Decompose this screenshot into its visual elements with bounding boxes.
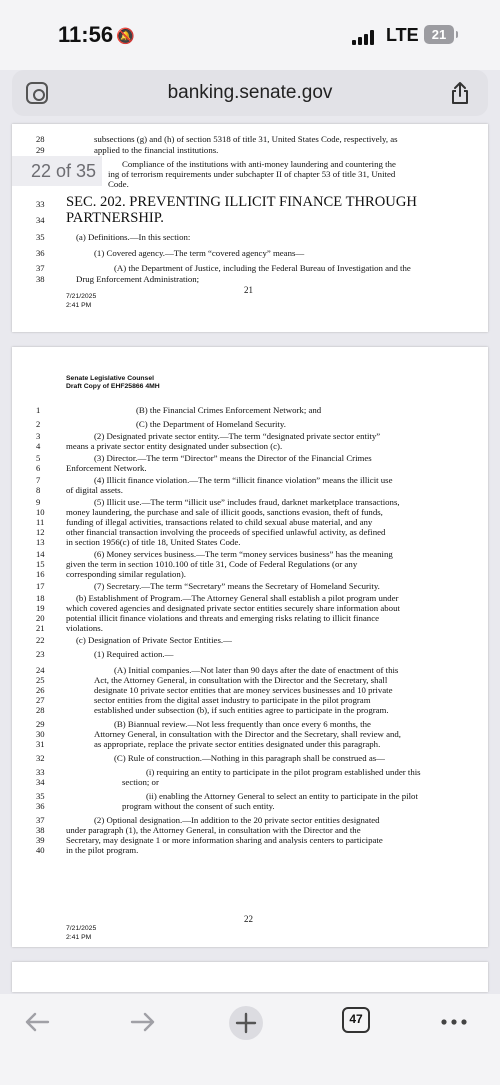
line-number: 36 [36,248,45,258]
line-text: violations. [66,623,103,633]
line-number: 35 [36,232,45,242]
line-number: 3 [36,431,41,441]
back-arrow-icon[interactable] [22,1006,52,1038]
line-number: 1 [36,405,41,415]
line-number: 34 [36,215,45,225]
line-text: (1) Required action.— [94,649,174,659]
line-text: Code. [108,179,129,189]
line-number: 29 [36,719,45,729]
line-text: (ii) enabling the Attorney General to select an entity to participate in the pilot [146,791,418,801]
line-text: of digital assets. [66,485,123,495]
line-number: 15 [36,559,45,569]
network-label: LTE [386,25,419,45]
line-number: 2 [36,419,41,429]
line-number: 33 [36,767,45,777]
line-text: (4) Illicit finance violation.—The term “illicit finance violation” means the illicit use [94,475,393,485]
line-text: other financial transaction involving the proceeds of specified unlawful activity, as defined [66,527,386,537]
line-text: designate 10 private sector entities that are money services businesses and 10 private [94,685,393,695]
line-text: (A) Initial companies.—Not later than 90 days after the date of enactment of this [114,665,399,675]
section-heading: PARTNERSHIP. [66,210,164,226]
line-text: means a private sector entity designated under subsection (c). [66,441,283,451]
forward-arrow-icon[interactable] [128,1006,158,1038]
line-text: applied to the financial institutions. [94,145,219,155]
line-text: (3) Director.—The term “Director” means the Director of the Financial Crimes [94,453,372,463]
plus-icon[interactable] [229,1006,263,1040]
line-text: (A) the Department of Justice, including the Federal Bureau of Investigation and the [114,263,411,273]
line-text: potential illicit finance violations and threats and emerging risks relating to illicit finance [66,613,380,623]
page-time: 2:41 PM [66,934,92,941]
line-text: (6) Money services business.—The term “money services business” has the meaning [94,549,393,559]
line-text: Attorney General, in consultation with the Director and the Secretary, shall review and, [94,729,401,739]
line-text: money laundering, the purchase and sale of illicit goods, sanctions evasion, theft of funds, [66,507,383,517]
share-icon[interactable] [450,81,470,105]
line-text: ing of terrorism requirements under subchapter II of chapter 53 of title 31, United [108,169,396,179]
line-text: Act, the Attorney General, in consultation with the Director and the Secretary, shall [94,675,388,685]
page-number: 21 [244,285,253,295]
line-text: Secretary, may designate 1 or more information sharing and analysis centers to participate [66,835,383,845]
line-number: 12 [36,527,45,537]
line-text: corresponding similar regulation). [66,569,186,579]
line-number: 19 [36,603,45,613]
battery-indicator: 21 [424,25,454,44]
pdf-page-23 [12,962,488,992]
line-text: which covered agencies and designated private sector entities securely share information about [66,603,400,613]
line-number: 32 [36,753,45,763]
line-number: 34 [36,777,45,787]
line-number: 13 [36,537,45,547]
line-text: (B) the Financial Crimes Enforcement Network; and [136,405,322,415]
tabs-button[interactable] [341,1006,371,1034]
line-number: 21 [36,623,45,633]
line-text: (c) Designation of Private Sector Entities.— [76,635,232,645]
line-text: (5) Illicit use.—The term “illicit use” includes fraud, darknet marketplace transactions, [94,497,400,507]
line-number: 37 [36,263,45,273]
line-number: 38 [36,274,45,284]
line-text: subsections (g) and (h) of section 5318 of title 31, United States Code, respectively, as [94,134,398,144]
line-number: 27 [36,695,45,705]
line-text: in section 1956(c) of title 18, United States Code. [66,537,241,547]
url-text[interactable]: banking.senate.gov [167,82,333,103]
line-text: section; or [122,777,159,787]
line-number: 14 [36,549,45,559]
line-number: 25 [36,675,45,685]
status-bar [0,0,500,70]
line-number: 29 [36,145,45,155]
page-date: 7/21/2025 [66,293,97,300]
line-number: 20 [36,613,45,623]
address-bar[interactable] [12,70,488,116]
line-number: 30 [36,729,45,739]
line-text: (2) Designated private sector entity.—The term “designated private sector entity” [94,431,381,441]
line-number: 11 [36,517,45,527]
line-number: 7 [36,475,41,485]
line-text: funding of illegal activities, transactions related to child sexual abuse material, and any [66,517,373,527]
line-text: (i) requiring an entity to participate in the pilot program established under this [146,767,421,777]
line-number: 16 [36,569,45,579]
line-text: under paragraph (1), the Attorney General, in consultation with the Director and the [66,825,361,835]
line-text: in the pilot program. [66,845,139,855]
line-text: (1) Covered agency.—The term “covered agency” means— [94,248,305,258]
line-number: 10 [36,507,45,517]
line-number: 40 [36,845,45,855]
page-time: 2:41 PM [66,302,92,309]
browser-toolbar [0,994,500,1085]
line-number: 33 [36,199,45,209]
line-number: 9 [36,497,41,507]
line-number: 35 [36,791,45,801]
page-date: 7/21/2025 [66,925,97,932]
line-text: Compliance of the institutions with anti-money laundering and countering the [122,159,396,169]
line-text: given the term in section 1010.100 of title 31, Code of Federal Regulations (or any [66,559,358,569]
line-number: 28 [36,705,45,715]
line-text: (b) Establishment of Program.—The Attorney General shall establish a pilot program under [76,593,399,603]
line-number: 6 [36,463,41,473]
line-text: sector entities from the digital asset industry to participate in the pilot program [94,695,371,705]
line-text: established under subsection (b), if such entities agree to participate in the program. [94,705,389,715]
more-icon[interactable] [438,1006,470,1038]
line-text: (7) Secretary.—The term “Secretary” means the Secretary of Homeland Security. [94,581,380,591]
line-number: 8 [36,485,41,495]
line-text: (2) Optional designation.—In addition to the 20 private sector entities designated [94,815,380,825]
line-number: 5 [36,453,41,463]
pdf-page-22 [12,347,488,947]
line-number: 22 [36,635,45,645]
page-number: 22 [244,914,253,924]
line-text: (a) Definitions.—In this section: [76,232,191,242]
line-number: 17 [36,581,45,591]
line-number: 38 [36,825,45,835]
silent-bell-icon: 🔕 [116,27,135,45]
line-text: (C) Rule of construction.—Nothing in this paragraph shall be construed as— [114,753,385,763]
line-text: Enforcement Network. [66,463,147,473]
line-number: 39 [36,835,45,845]
document-header: Senate Legislative Counsel [66,375,155,382]
line-text: (C) the Department of Homeland Security. [136,419,286,429]
line-text: program without the consent of such entity. [122,801,275,811]
line-number: 26 [36,685,45,695]
line-number: 36 [36,801,45,811]
document-header: Draft Copy of EHF25866 4MH [66,383,160,390]
line-text: (B) Biannual review.—Not less frequently than once every 6 months, the [114,719,371,729]
line-number: 23 [36,649,45,659]
line-number: 18 [36,593,45,603]
line-number: 4 [36,441,41,451]
line-number: 31 [36,739,45,749]
line-number: 24 [36,665,45,675]
find-result-badge: 22 of 35 [12,156,102,186]
tab-count: 47 [349,1012,363,1026]
line-text: as appropriate, replace the private sector entities designated under this paragraph. [94,739,381,749]
line-number: 37 [36,815,45,825]
line-number: 28 [36,134,45,144]
section-heading: SEC. 202. PREVENTING ILLICIT FINANCE THROUGH [66,194,417,210]
signal-icon [352,30,378,45]
status-time: 11:56 [58,22,114,47]
line-text: Drug Enforcement Administration; [76,274,200,284]
